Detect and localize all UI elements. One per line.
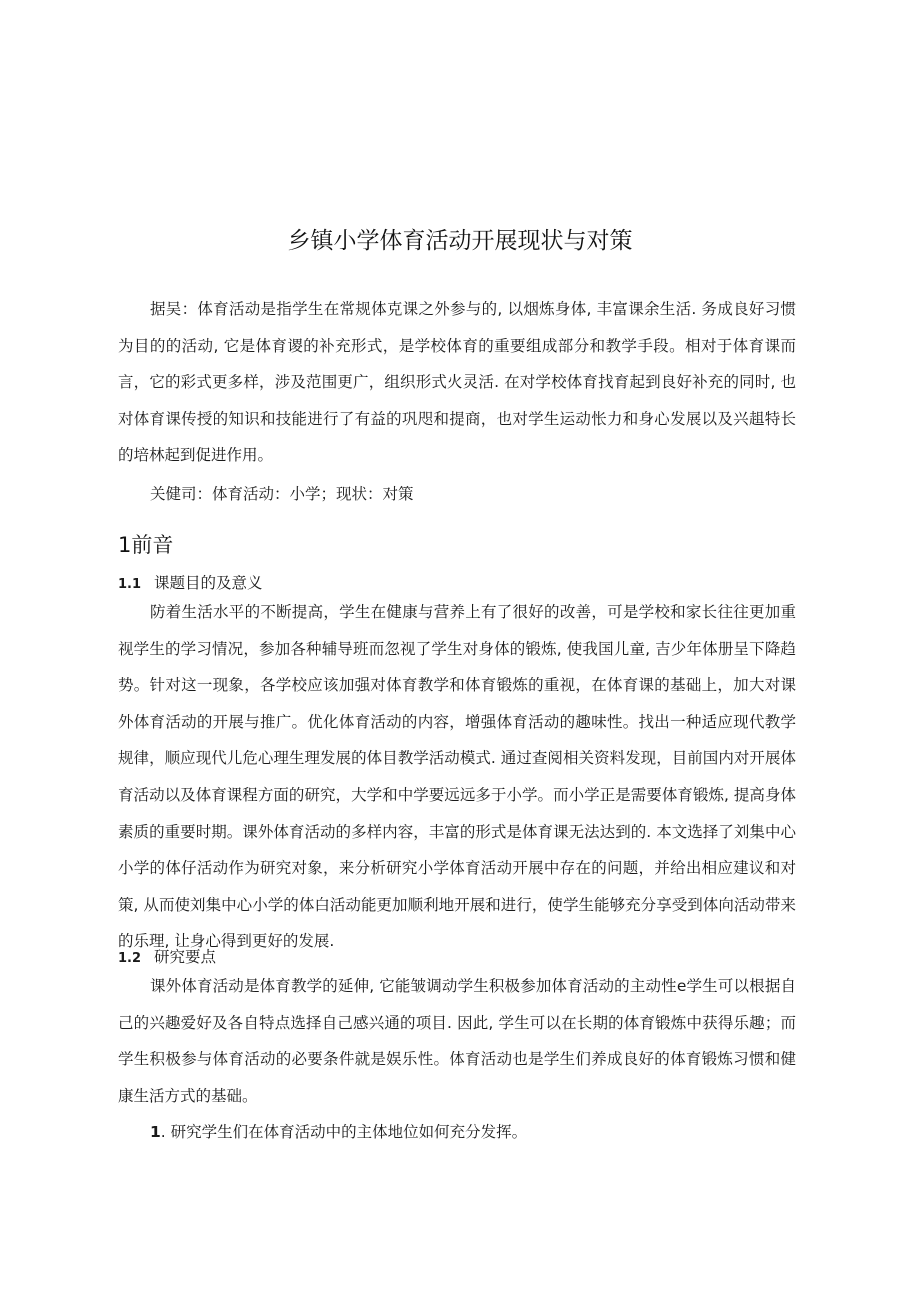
list-item bbox=[150, 1114, 790, 1151]
abstract-paragraph: 据吴：体育活动是指学生在常规体克课之外参与的, 以烟炼身体, 丰富课余生活. 务成良好习惯为目的的活动, 它是体育谡的补充形式，是学校体育的重要组成部分和教学手段。相对于体育课而言，它的彩式更多样，涉及范围更广，组织形式火灵活. 在对学校体育找育起到良好补充的同时, 也对体育课传授的知识和技能进行了有益的巩咫和提商，也对学生运动怅力和身心发展以及兴趄特长的培林起到促进作用。 bbox=[118, 300, 796, 465]
subsection-1-1-body: 防着生活水平的不断提高，学生在健康与营养上有了很好的改善，可是学校和家长往往更加重视学生的学习情况，参加各种辅导班而忽视了学生对身体的锻炼, 使我国儿童, 吉少年体册呈下降趋势。针对这一现象，各学校应该加强对体育教学和体育锻炼的重视，在体育课的基础上，加大对课外体育活动的开展与推广。优化体育活动的内容，增强体育活动的趣味性。找出一种适应现代教学规律，顺应现代儿危心理生理发展的体目教学活动模式. 通过查阅相关资料发现，目前国内对开展体育活动以及体育课程方面的研究，大学和中学要远远多于小学。而小学正是需要体育锻炼, 提高身体素质的重要时期。课外体育活动的多样内容，丰富的形式是体育课无法达到的. 本文选择了刘集中心小学的体仔活动作为研究对象，来分析研究小学体育活动开展中存在的问题，并给出相应建议和对策, 从而使刘集中心小学的体白活动能更加顺利地开展和进行，使学生能够充分享受到体向活动带来的乐理, 让身心得到更好的发展. bbox=[118, 603, 796, 951]
subsection-title: 研究要点 bbox=[154, 948, 217, 966]
subsection-1-2-heading bbox=[118, 945, 216, 967]
subsection-number: 1.2 bbox=[118, 951, 142, 966]
subsection-title: 课题目的及意义 bbox=[154, 574, 263, 592]
subsection-number: 1.1 bbox=[118, 577, 142, 592]
list-item-text: . 研究学生们在体育活动中的主体地位如何充分发挥。 bbox=[160, 1123, 528, 1141]
document-title: 乡镇小学体育活动开展现状与对策 bbox=[287, 228, 633, 254]
list-item-number: 1 bbox=[150, 1123, 161, 1141]
subsection-1-2-body: 课外体育活动是体育教学的延伸, 它能皱调动学生积极参加体育活动的主动性e学生可以根据自己的兴趣爱好及各自特点选择自己感兴通的项目. 因此, 学生可以在长期的体育锻炼中获得乐趣；而学生积极参与体育活动的必要条件就是娱乐性。体育活动也是学生们养成良好的体育锻炼习惯和健康生活方式的基础。 bbox=[118, 977, 796, 1105]
section-1-heading: 1前音 bbox=[118, 533, 174, 557]
keywords-line: 关健司：体育活动：小学；现状：对策 bbox=[150, 485, 414, 503]
subsection-1-1-heading bbox=[118, 571, 263, 593]
